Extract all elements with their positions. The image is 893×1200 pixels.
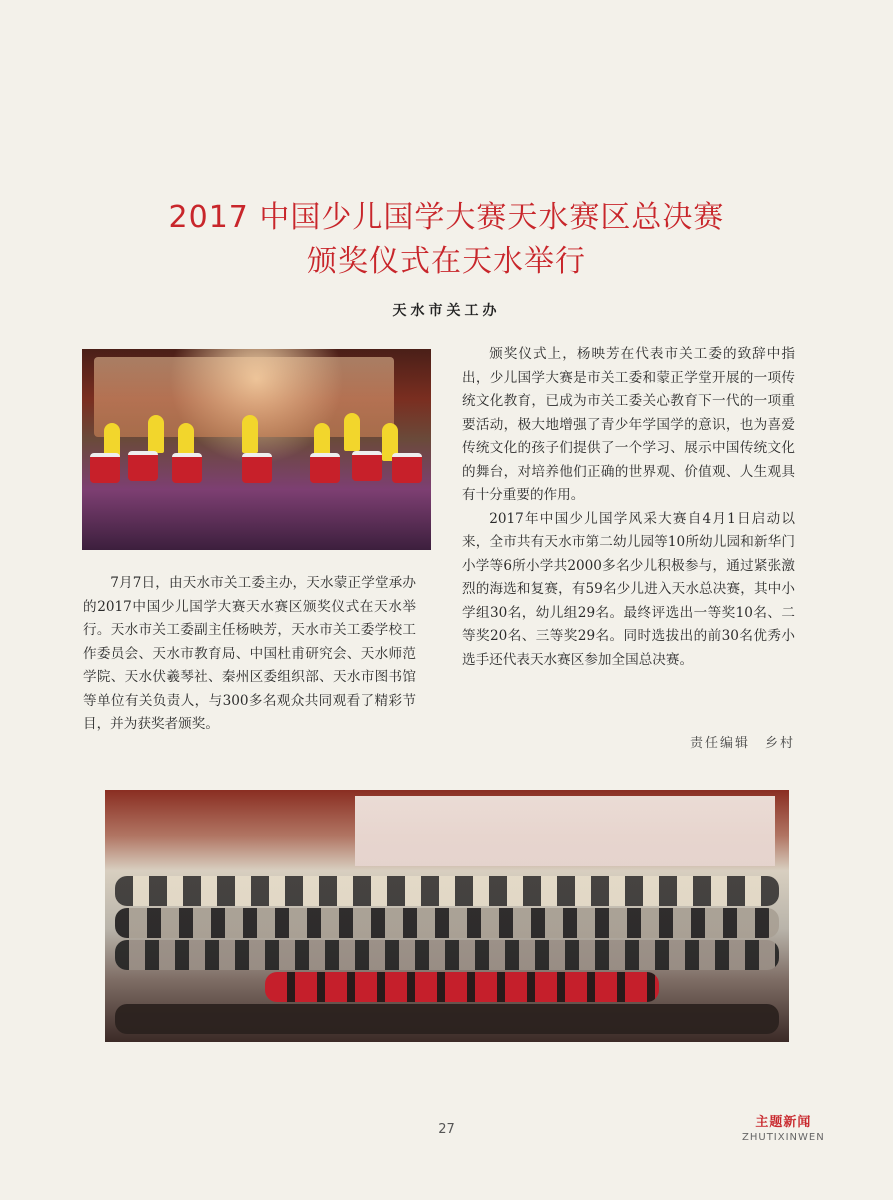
- paragraph: 2017年中国少儿国学风采大赛自4月1日启动以来，全市共有天水市第二幼儿园等10所幼儿园和新华门小学等6所小学共2000多名少儿积极参与，通过紧张激烈的海选和复赛，有59名少儿进入天水总决赛，其中小学组30名，幼儿组29名。最终评选出一等奖10名、二等奖20名、三等奖29名。同时选拔出的前30名优秀小选手还代表天水赛区参加全国总决赛。: [462, 510, 795, 668]
- group-photo: [105, 790, 789, 1042]
- article-title-line-2: 颁奖仪式在天水举行: [307, 244, 586, 279]
- paragraph: 7月7日，由天水市关工委主办，天水蒙正学堂承办的2017中国少儿国学大赛天水赛区颁奖仪式在天水举行。天水市关工委副主任杨映芳，天水市关工委学校工作委员会、天水市教育局、中国杜甫研究会、天水师范学院、天水伏羲琴社、秦州区委组织部、天水市图书馆等单位有关负责人，与300多名观众共同观看了精彩节目，并为获奖者颁奖。: [83, 575, 416, 732]
- page-number: 27: [438, 1122, 455, 1137]
- drum-performance-photo: [82, 349, 431, 550]
- left-column-text: [83, 572, 416, 737]
- right-column-text: [462, 343, 795, 672]
- stage-banner: [355, 796, 775, 866]
- article-author: 天水市关工办: [392, 303, 501, 319]
- article-title-line-1: 2017 中国少儿国学大赛天水赛区总决赛: [168, 200, 725, 235]
- editor-credit: 责任编辑 乡村: [690, 736, 796, 751]
- section-label-en: ZHUTIXINWEN: [742, 1132, 825, 1143]
- article-title: [0, 196, 893, 284]
- paragraph: 颁奖仪式上，杨映芳在代表市关工委的致辞中指出，少儿国学大赛是市关工委和蒙正学堂开展的一项传统文化教育，已成为市关工委关心教育下一代的一项重要活动，极大地增强了青少年学国学的意识，也为喜爱传统文化的孩子们提供了一个学习、展示中国传统文化的舞台，对培养他们正确的世界观、价值观、人生观具有十分重要的作用。: [462, 346, 795, 503]
- section-label-zh: 主题新闻: [755, 1115, 812, 1130]
- section-label: [742, 1111, 825, 1143]
